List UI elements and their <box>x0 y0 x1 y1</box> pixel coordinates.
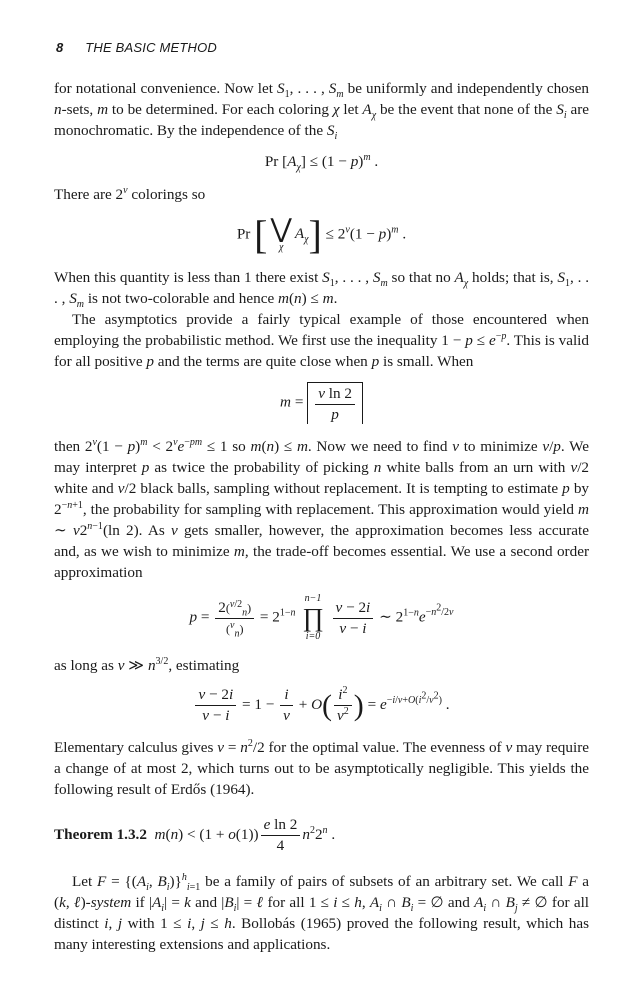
theorem-label: Theorem 1.3.2 <box>54 825 147 843</box>
paragraph-4: The asymptotics provide a fairly typical example of those encountered when employing the probabilistic method. We first use the inequality $1 - p \le e^{-p}$. This is valid for all positive p and the terms are quite close when p is small. When <box>54 311 589 370</box>
page-number: 8 <box>56 40 64 55</box>
page-body <box>54 78 589 955</box>
equation-union-bound: Pr [ ⋁ χ $A_\chi] \le 2^v(1 - p)^m$ . <box>236 212 407 257</box>
running-header <box>56 37 217 58</box>
paragraph-3: When this quantity is less than 1 there exist $S_1$, . . . , $S_m$ so that no $A_\chi$ holds; that is, $S_1$, . . . , $S_m$ is not two-colorable and hence m(n) ≤ m. <box>54 269 590 311</box>
paragraph-7: Elementary calculus gives $v = n^2/2$ for the optimal value. The evenness of v may require a change of at most 2, which turns out to be asymptotically negligible. This yields the following result of Erdős (1964). <box>54 737 589 798</box>
paragraph-1: for notational convenience. Now let $S_1$, . . . , $S_m$ be uniformly and independently chosen n-sets, m to be determined. For each coloring χ let $A_\chi$ be the event that none of the $S_i$ are monochromatic. By the independence of the $S_i$ <box>54 80 590 143</box>
paragraph-5: then $2^v(1 - p)^m < 2^ve^{-pm} \le 1$ so m(n) ≤ m. Now we need to find v to minimize v/p. We may interpret p as twice the probability of picking n white balls from an urn with v/2 white and v/2 black balls, sampling without replacement. It is tempting to estimate p by $2^{-n+1}$, the probability for sampling with replacement. This approximation would yield m ∼ $v2^{n-1}(\ln$ 2). As v gets smaller, however, the approximation becomes less accurate and, as we wish to minimize m, the trade-off becomes essential. We use a second order approximation <box>54 436 590 581</box>
paragraph-2: There are 2$^v$ colorings so <box>54 184 206 203</box>
equation-ratio-estimate: $\frac{v - 2i}{v - i}$ = 1 − $\frac{i}{v}$ + O( $\frac{i^2}{v^2}$ ) = $e^{-i/v+O(i^2/v^2)}$ . <box>54 686 589 725</box>
equation-prob-a-chi: Pr $[A_\chi] \le (1 - p)^m$ . <box>264 151 379 174</box>
equation-m-ceiling: m = $\frac{\text{v ln 2}}{p}$ <box>54 382 589 424</box>
paragraph-8: Let $F = \{(A_i$, $B_i)\}^h_{i=1}$ be a family of pairs of subsets of an arbitrary set. We call F a (k, ℓ)-system if $|A_i| = k$ and $|B_i|$ = ℓ for all 1 ≤ i ≤ h, $A_i$ ∩ $B_i$ = ∅ and $A_i$ ∩ $B_j$ ≠ ∅ for all distinct i, j with 1 ≤ i, j ≤ h. Bollobás (1965) proved the following result, which has many interesting extensions and applications. <box>54 871 590 953</box>
equation-p-approximation: p = $\frac{2(^{v/2}_n)}{(^v_n)}$ = $2^{1-n}$ n−1 ∏ i=0 $\frac{v - 2i}{v - i}$ ∼ $2^{1-n}e^{-n^2/2v}$ <box>189 593 454 642</box>
paragraph-6: as long as v ≫ $n^{3/2}$, estimating <box>54 655 240 674</box>
running-title: THE BASIC METHOD <box>85 40 218 55</box>
theorem-1-3-2: Theorem 1.3.2 m(n) < (1 + o(1)) $\frac{\text{e ln 2}}{4}$ $n^22^n$ . <box>54 816 336 854</box>
